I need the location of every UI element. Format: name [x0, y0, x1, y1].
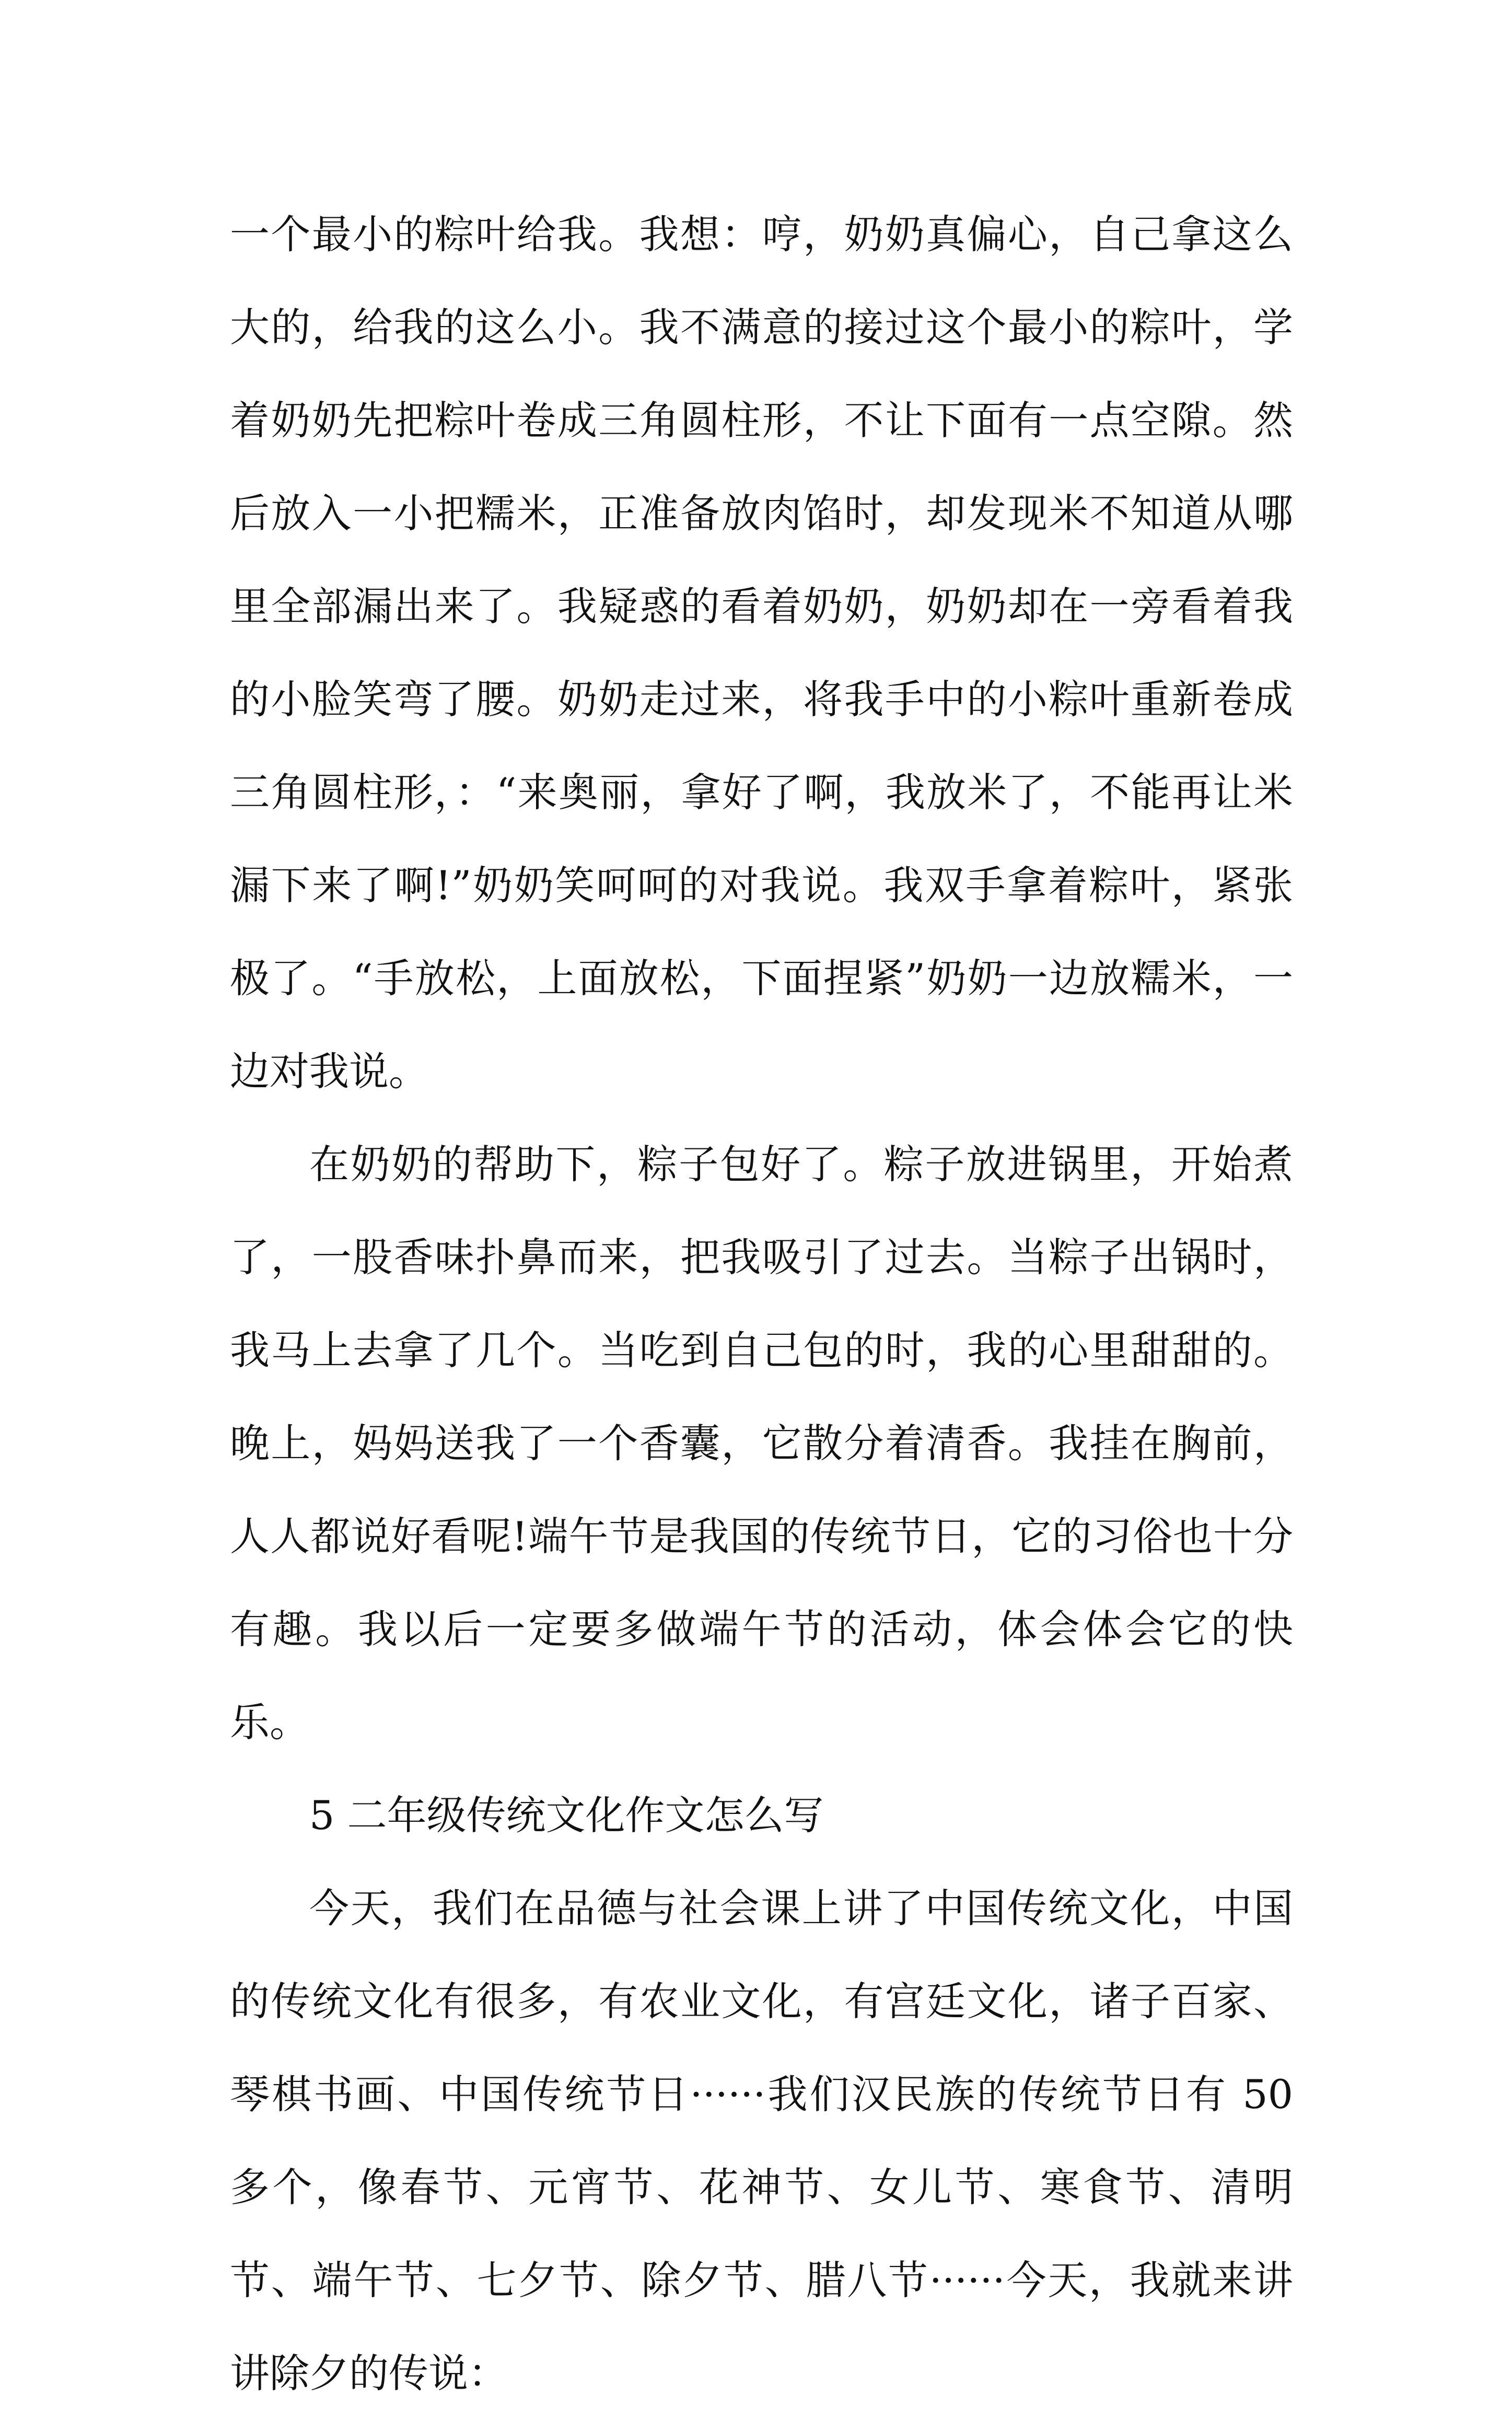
- paragraph-dragon-boat-festival: 在奶奶的帮助下，粽子包好了。粽子放进锅里，开始煮了，一股香味扑鼻而来，把我吸引了过去。当粽子出锅时，我马上去拿了几个。当吃到自己包的时，我的心里甜甜的。晚上，妈妈送我了一个香囊，它散分着清香。我挂在胸前，人人都说好看呢!端午节是我国的传统节日，它的习俗也十分有趣。我以后一定要多做端午节的活动，体会体会它的快乐。: [230, 1141, 1293, 1746]
- paragraph-zongye-wrapping: 一个最小的粽叶给我。我想：哼，奶奶真偏心，自己拿这么大的，给我的这么小。我不满意的接过这个最小的粽叶，学着奶奶先把粽叶卷成三角圆柱形，不让下面有一点空隙。然后放入一小把糯米，正准备放肉馅时，却发现米不知道从哪里全部漏出来了。我疑惑的看着奶奶，奶奶却在一旁看着我的小脸笑弯了腰。奶奶走过来，将我手中的小粽叶重新卷成三角圆柱形，：“来奥丽，拿好了啊，我放米了，不能再让米漏下来了啊!”奶奶笑呵呵的对我说。我双手拿着粽叶，紧张极了。“手放松，上面放松，下面捏紧”奶奶一边放糯米，一边对我说。: [230, 211, 1293, 1095]
- section-heading: 5 二年级传统文化作文怎么写: [309, 1792, 824, 1839]
- document-body: [230, 188, 1293, 2420]
- paragraph-traditional-culture: 今天，我们在品德与社会课上讲了中国传统文化，中国的传统文化有很多，有农业文化，有宫廷文化，诸子百家、琴棋书画、中国传统节日······我们汉民族的传统节日有 50 多个，像春节、元宵节、花神节、女儿节、寒食节、清明节、端午节、七夕节、除夕节、腊八节······今天，我就来讲讲除夕的传说：: [230, 1885, 1293, 2396]
